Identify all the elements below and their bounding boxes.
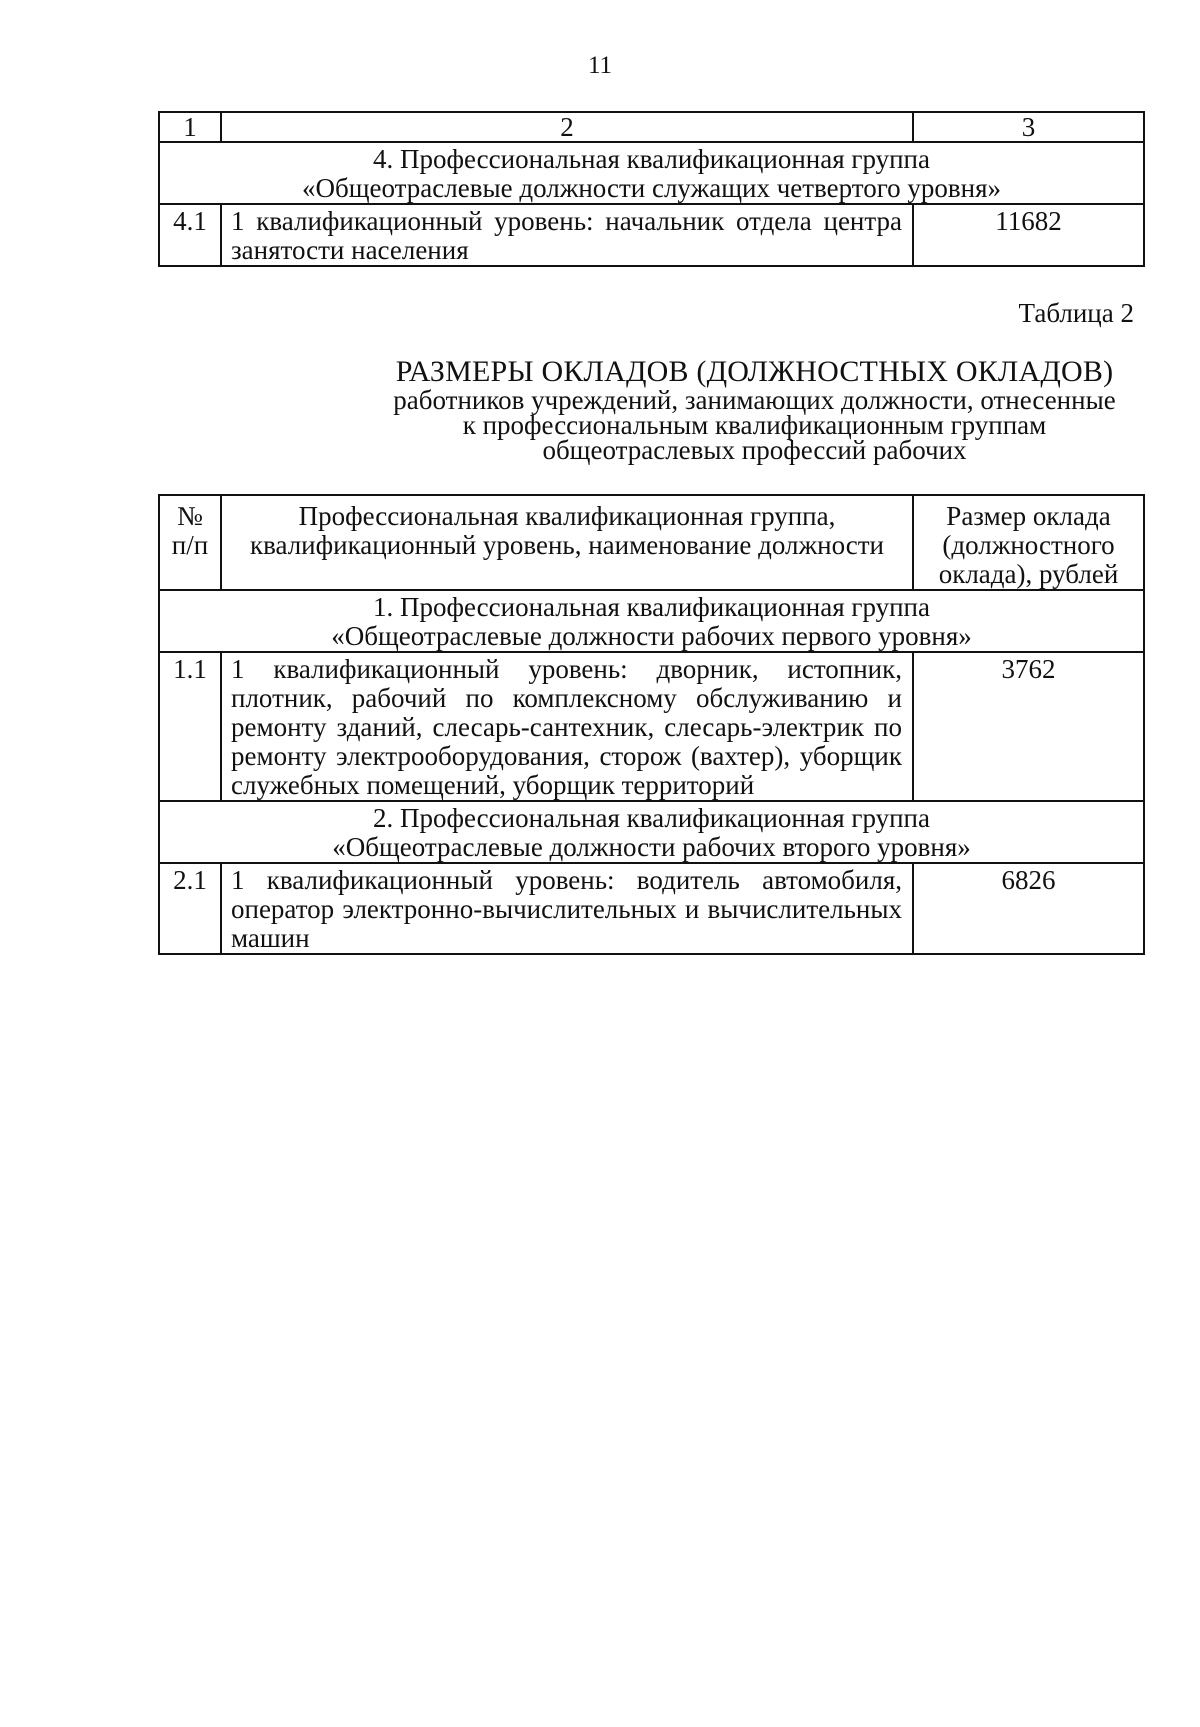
group-header-cell — [159, 142, 1144, 204]
header-group: Профессиональная квалификационная группа, квалификационный уровень, наименование должности — [221, 495, 913, 590]
table-subtitle-line-3: общеотраслевых профессий рабочих — [542, 435, 967, 465]
table-row — [159, 204, 1144, 266]
table-label: Таблица 2 — [1018, 298, 1134, 328]
header-number: № п/п — [159, 495, 221, 590]
row-number: 2.1 — [159, 863, 221, 954]
group-title: 2. Профессиональная квалификационная группа — [373, 803, 930, 833]
table-subtitle-line-2: к профессиональным квалификационным группам — [462, 410, 1047, 440]
position-description: 1 квалификационный уровень: дворник, истопник, плотник, рабочий по комплексному обслуживанию и ремонту зданий, слесарь-сантехник, слесарь-электрик по ремонту электрооборудования, сторож (вахтер), уборщик служебных помещений, уборщик территорий — [221, 652, 913, 801]
group-subtitle: «Общеотраслевые должности рабочих первого уровня» — [331, 621, 972, 651]
group-header-row — [159, 801, 1144, 863]
table-subtitle-line-1: работников учреждений, занимающих должности, отнесенные — [393, 385, 1116, 415]
salary-table-2 — [158, 494, 1145, 955]
header-salary-size: Размер оклада (должностного оклада), рублей — [913, 495, 1144, 590]
group-header-cell — [159, 590, 1144, 652]
page-number: 11 — [587, 52, 613, 79]
group-header-cell — [159, 801, 1144, 863]
salary-value: 3762 — [913, 652, 1144, 801]
column-number-3: 3 — [913, 112, 1144, 142]
row-number: 4.1 — [159, 204, 221, 266]
column-number-1: 1 — [159, 112, 221, 142]
group-title: 1. Профессиональная квалификационная группа — [373, 592, 930, 622]
group-subtitle: «Общеотраслевые должности служащих четвертого уровня» — [302, 173, 1001, 203]
salary-table-continuation — [158, 111, 1145, 267]
column-number-2: 2 — [221, 112, 913, 142]
group-title: 4. Профессиональная квалификационная группа — [373, 144, 930, 174]
salary-value: 11682 — [913, 204, 1144, 266]
position-description: 1 квалификационный уровень: водитель автомобиля, оператор электронно-вычислительных и вычислительных машин — [221, 863, 913, 954]
table-row — [159, 652, 1144, 801]
column-number-row — [159, 112, 1144, 142]
table-title: РАЗМЕРЫ ОКЛАДОВ (ДОЛЖНОСТНЫХ ОКЛАДОВ) — [395, 355, 1114, 388]
table-header-row — [159, 495, 1144, 590]
group-subtitle: «Общеотраслевые должности рабочих второго уровня» — [332, 832, 971, 862]
position-description: 1 квалификационный уровень: начальник отдела центра занятости населения — [221, 204, 913, 266]
row-number: 1.1 — [159, 652, 221, 801]
group-header-row — [159, 142, 1144, 204]
salary-value: 6826 — [913, 863, 1144, 954]
group-header-row — [159, 590, 1144, 652]
table-row — [159, 863, 1144, 954]
